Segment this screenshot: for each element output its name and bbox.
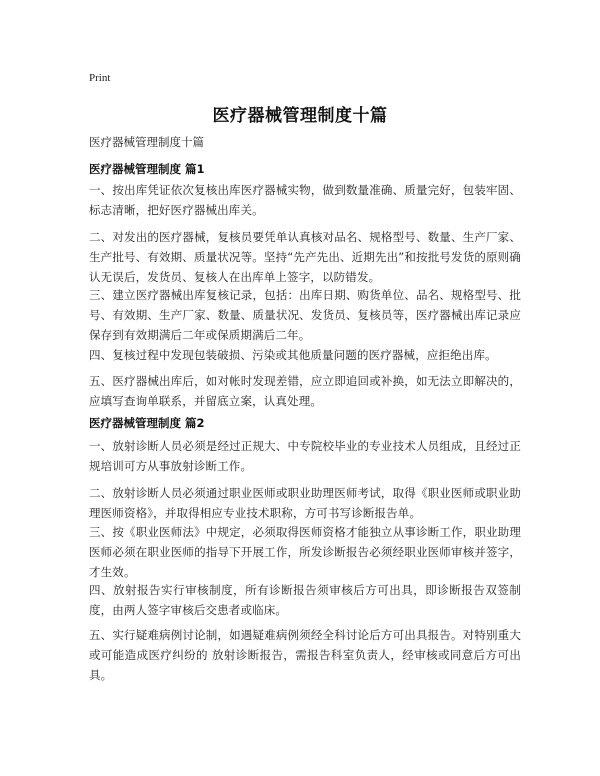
section-heading-1: 医疗器械管理制度 篇1 xyxy=(89,162,205,176)
page-title: 医疗器械管理制度十篇 xyxy=(212,106,388,126)
print-label[interactable]: Print xyxy=(89,72,111,84)
section-2-paragraph-5: 五、实行疑难病例讨论制，如遇疑难病例须经全科讨论后方可出具报告。对特别重大或可能造成医疗纠纷的 放射诊断报告，需报告科室负责人，经审核或同意后方可出具。 xyxy=(89,628,521,682)
section-1-paragraph-1: 一、按出库凭证依次复核出库医疗器械实物，做到数量准确、质量完好，包装牢固、标志清晰，把好医疗器械出库关。 xyxy=(89,183,521,217)
section-heading-2: 医疗器械管理制度 篇2 xyxy=(89,416,205,430)
document-subtitle: 医疗器械管理制度十篇 xyxy=(89,135,204,149)
section-2-paragraph-3: 三、按《职业医师法》中规定，必须取得医师资格才能独立从事诊断工作，职业助理医师必须在职业医师的指导下开展工作，所发诊断报告必须经职业医师审核并签字，才生效。 xyxy=(89,525,521,579)
section-1-paragraph-4: 四、复核过程中发现包装破损、污染或其他质量问题的医疗器械，应拒绝出库。 xyxy=(89,348,497,362)
section-2-paragraph-2: 二、放射诊断人员必须通过职业医师或职业助理医师考试，取得《职业医师或职业助理医师资格》，并取得相应专业技术职称，方可书写诊断报告单。 xyxy=(89,486,521,520)
section-2-paragraph-4: 四、放射报告实行审核制度，所有诊断报告须审核后方可出具，即诊断报告双签制度，由两人签字审核后交患者或临床。 xyxy=(89,583,521,617)
section-1-paragraph-2: 二、对发出的医疗器械，复核员要凭单认真核对品名、规格型号、数量、生产厂家、生产批号、有效期、质量状况等。坚持“先产先出、近期先出”和按批号发货的原则确认无误后，发货员、复核人在出库单上签字，以防错发。 xyxy=(89,230,521,284)
section-2-paragraph-1: 一、放射诊断人员必须是经过正规大、中专院校毕业的专业技术人员组成，且经过正规培训可方从事放射诊断工作。 xyxy=(89,439,521,473)
section-1-paragraph-3: 三、建立医疗器械出库复核记录，包括：出库日期、购货单位、品名、规格型号、批号、有效期、生产厂家、数量、质量状况、发货员、复核员等，医疗器械出库记录应保存到有效期满后二年或保质期满后二年。 xyxy=(89,288,521,342)
section-1-paragraph-5: 五、医疗器械出库后，如对帐时发现差错，应立即追回或补换，如无法立即解决的，应填写查询单联系，并留底立案，认真处理。 xyxy=(89,374,521,408)
